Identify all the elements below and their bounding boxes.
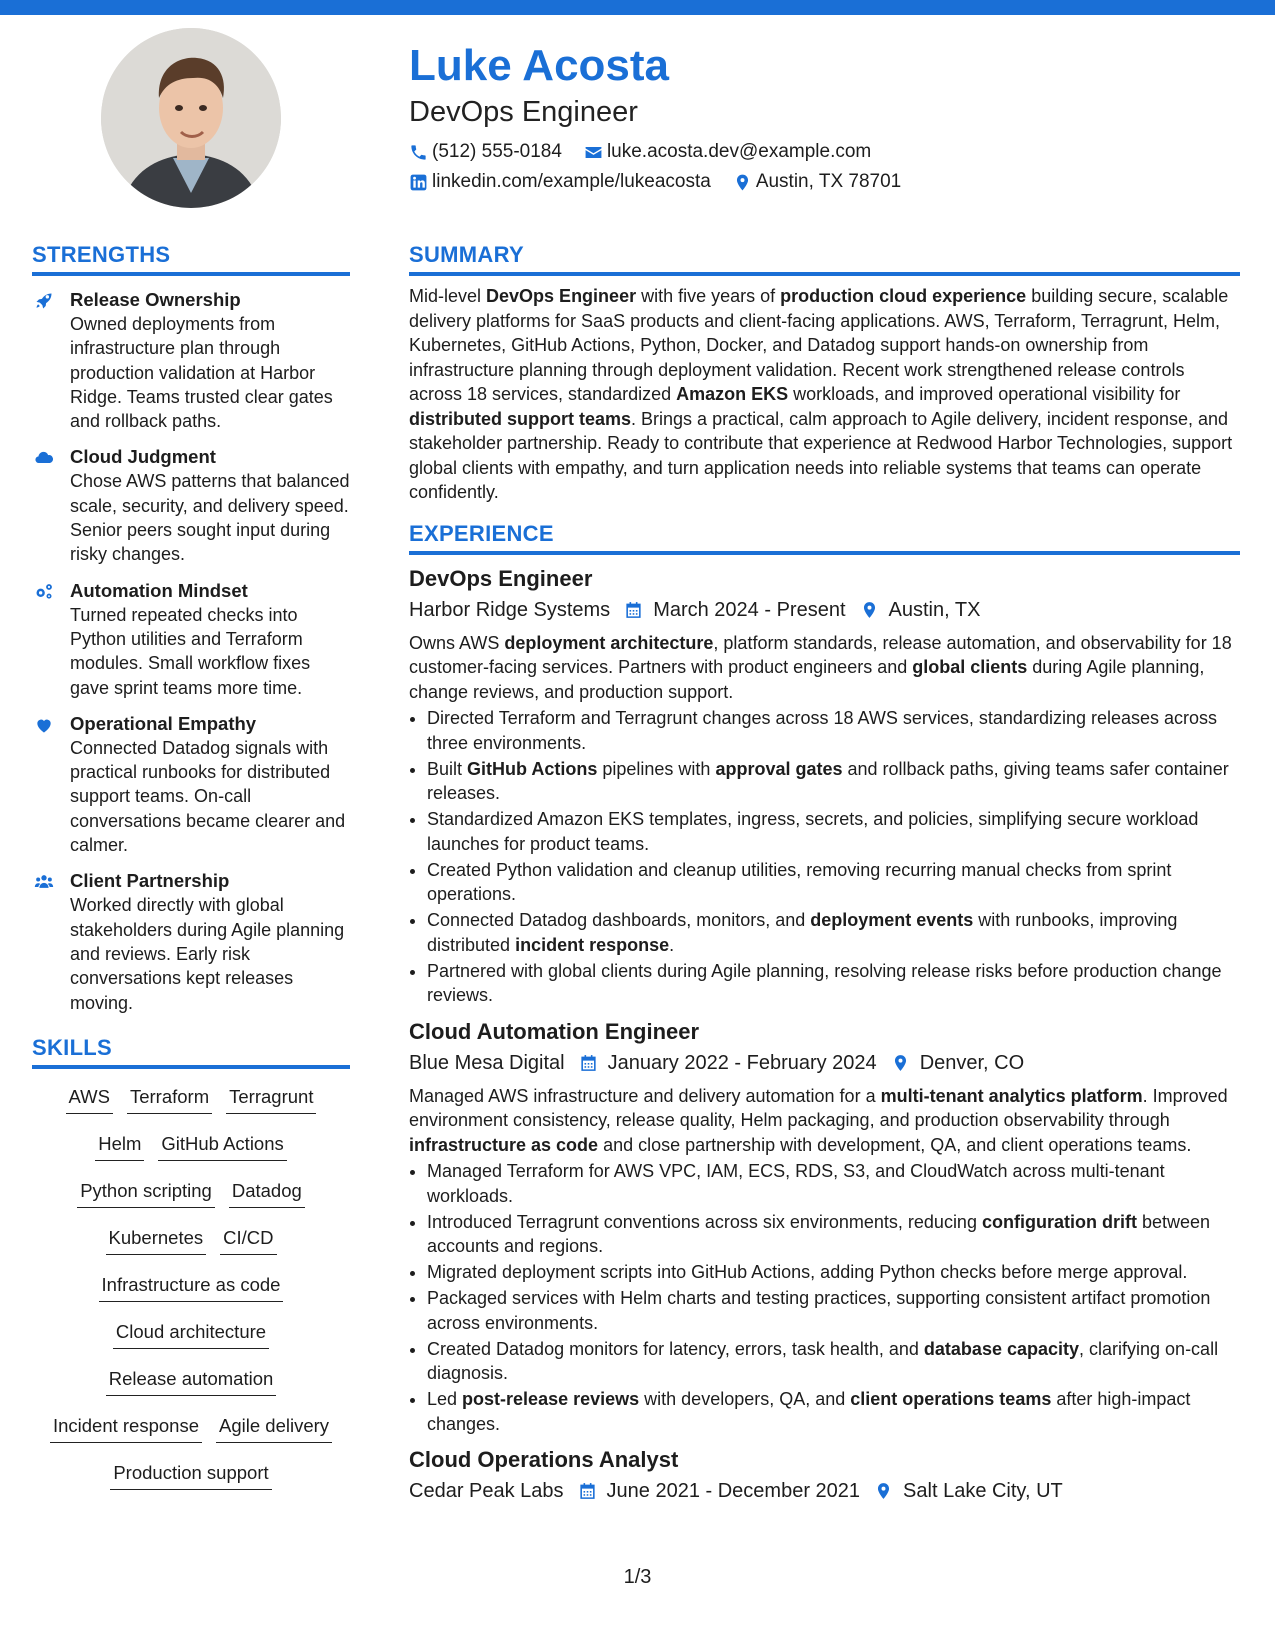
text-run: Managed Terraform for AWS VPC, IAM, ECS, RDS, S3, and CloudWatch across multi-tenant workloads. [427, 1161, 1165, 1206]
strength-item [32, 712, 350, 857]
strength-description: Connected Datadog signals with practical runbooks for distributed support teams. On-call conversations became clearer and calmer. [70, 737, 346, 856]
text-run: Mid-level [409, 286, 487, 306]
strength-title: Automation Mindset [70, 579, 248, 601]
page-number: 1/3 [623, 1566, 652, 1588]
skill-tag: Kubernetes [106, 1226, 207, 1255]
job-dates: March 2024 - Present [653, 598, 846, 621]
map-pin-icon [733, 173, 752, 192]
resume-header [409, 40, 1229, 194]
bold-text: database capacity [923, 1338, 1080, 1359]
job-title: Cloud Automation Engineer [409, 1018, 700, 1044]
strength-description: Chose AWS patterns that balanced scale, security, and delivery speed. Senior peers sought input during risky changes. [70, 471, 350, 565]
job-bullet [427, 706, 1240, 755]
bold-text: client operations teams [850, 1389, 1052, 1409]
job-meta [409, 1478, 1240, 1504]
job-dates: January 2022 - February 2024 [607, 1051, 877, 1074]
profile-photo [101, 28, 281, 208]
text-run: Packaged services with Helm charts and testing practices, supporting consistent artifact promotion across environments. [427, 1288, 1211, 1333]
strength-title: Operational Empathy [70, 712, 257, 734]
job-bullet [427, 757, 1240, 806]
skill-tag: Datadog [229, 1179, 305, 1208]
text-run: . [669, 934, 675, 955]
strength-title: Cloud Judgment [70, 446, 216, 468]
job-bullets [409, 706, 1240, 1008]
job-entry [409, 565, 1240, 1008]
skill-tag: Terraform [127, 1085, 212, 1114]
strength-title: Client Partnership [70, 870, 230, 892]
linkedin-icon [409, 173, 428, 192]
job-bullet [427, 1286, 1240, 1335]
skill-tag: AWS [66, 1085, 113, 1114]
bold-text: DevOps Engineer [486, 286, 637, 306]
profile-photo-illustration [101, 28, 281, 208]
text-run: . Improved environment consistency, release quality, Helm packaging, and production observability through [409, 1085, 1228, 1130]
text-run: Directed Terraform and Terragrunt changes across 18 AWS services, standardizing releases across three environments. [427, 708, 1218, 753]
linkedin-text[interactable]: linkedin.com/example/lukeacosta [432, 171, 711, 192]
users-icon [32, 872, 56, 892]
text-run: Connected Datadog dashboards, monitors, and [427, 910, 811, 930]
heart-icon [32, 715, 56, 735]
text-run: Partnered with global clients during Agile planning, resolving release risks before production change reviews. [427, 960, 1222, 1005]
job-company: Cedar Peak Labs [409, 1480, 564, 1502]
skills-list [32, 1085, 350, 1508]
summary-text [409, 284, 1240, 505]
top-accent-bar [0, 0, 1275, 15]
skill-tag: Infrastructure as code [99, 1273, 284, 1302]
strengths-list [32, 288, 350, 1015]
calendar-icon [578, 1481, 597, 1501]
job-company: Blue Mesa Digital [409, 1051, 565, 1074]
job-bullet [427, 807, 1240, 856]
strength-description: Turned repeated checks into Python utilities and Terraform modules. Small workflow fixes gave sprint teams more time. [70, 604, 311, 698]
text-run: workloads, and improved operational visibility for [788, 384, 1181, 404]
job-company: Harbor Ridge Systems [409, 598, 611, 621]
location-contact [733, 170, 901, 194]
text-run: and rollback paths, giving teams safer container releases. [427, 758, 1229, 803]
job-location: Salt Lake City, UT [903, 1480, 1063, 1502]
skill-tag: Incident response [50, 1414, 202, 1443]
job-location: Austin, TX [888, 598, 981, 621]
job-bullet [427, 908, 1240, 957]
email-text[interactable]: luke.acosta.dev@example.com [606, 141, 872, 162]
bold-text: GitHub Actions [467, 758, 598, 779]
job-dates: June 2021 - December 2021 [606, 1480, 861, 1502]
experience-heading: EXPERIENCE [409, 521, 1240, 555]
bold-text: approval gates [715, 758, 843, 779]
map-pin-icon [891, 1053, 910, 1073]
text-run: between accounts and regions. [427, 1211, 1211, 1256]
strengths-heading: STRENGTHS [32, 242, 350, 276]
job-description [409, 631, 1240, 705]
bold-text: global clients [912, 657, 1028, 677]
experience-list [409, 565, 1240, 1505]
job-bullet [427, 959, 1240, 1008]
candidate-name: Luke Acosta [409, 41, 670, 90]
strength-description: Owned deployments from infrastructure plan through production validation at Harbor Ridge. Teams trusted clear gates and rollback paths. [70, 314, 333, 432]
text-run: Built [427, 758, 468, 779]
candidate-title: DevOps Engineer [409, 96, 638, 128]
text-run: with runbooks, improving distributed [427, 910, 1178, 955]
text-run: Standardized Amazon EKS templates, ingress, secrets, and policies, simplifying secure workload launches for product teams. [427, 809, 1199, 854]
job-bullet [427, 1260, 1240, 1285]
bold-text: incident response [515, 934, 670, 955]
gears-icon [32, 582, 56, 602]
text-run: during Agile planning, change reviews, and production support. [409, 657, 1205, 702]
bold-text: Amazon EKS [676, 384, 789, 404]
contact-row-2 [409, 170, 1229, 194]
text-run: Owns AWS [409, 632, 505, 653]
text-run: with developers, QA, and [639, 1389, 851, 1409]
text-run: after high-impact changes. [427, 1389, 1191, 1434]
envelope-icon [584, 143, 603, 162]
text-run: pipelines with [597, 758, 716, 779]
job-meta [409, 1050, 1240, 1076]
bold-text: configuration drift [981, 1211, 1137, 1232]
skill-tag: Release automation [106, 1367, 277, 1396]
summary-heading: SUMMARY [409, 242, 1240, 276]
text-run: Managed AWS infrastructure and delivery automation for a [409, 1085, 881, 1106]
bold-text: deployment events [810, 910, 974, 930]
skill-tag: Production support [110, 1461, 271, 1490]
job-entry [409, 1446, 1240, 1504]
bold-text: production cloud experience [780, 286, 1027, 306]
job-bullet [427, 1210, 1240, 1259]
skill-tag: Helm [95, 1132, 144, 1161]
skill-tag: Agile delivery [216, 1414, 332, 1443]
skills-heading: SKILLS [32, 1035, 350, 1069]
contact-row-1 [409, 140, 1229, 164]
left-column [32, 242, 350, 1508]
bold-text: deployment architecture [504, 632, 714, 653]
job-title: Cloud Operations Analyst [409, 1447, 679, 1472]
text-run: Migrated deployment scripts into GitHub Actions, adding Python checks before merge approval. [427, 1262, 1188, 1282]
map-pin-icon [860, 600, 879, 620]
phone-text[interactable]: (512) 555-0184 [432, 141, 562, 162]
job-entry [409, 1018, 1240, 1437]
bold-text: multi-tenant analytics platform [880, 1085, 1143, 1106]
text-run: Created Python validation and cleanup utilities, removing recurring manual checks from sprint operations. [427, 859, 1172, 904]
text-run: building secure, scalable delivery platforms for SaaS products and client-facing applications. AWS, Terraform, Terragrunt, Helm, Kubernetes, GitHub Actions, Python, Docker, and Datadog support hands-on ownership from infrastructure planning through deployment validation. Recent work strengthened release controls across 18 services, standardized [409, 286, 1229, 404]
text-run: Led [427, 1389, 463, 1409]
job-bullet [427, 858, 1240, 907]
skill-tag: GitHub Actions [158, 1132, 286, 1161]
job-bullet [427, 1159, 1240, 1208]
location-text: Austin, TX 78701 [755, 171, 902, 192]
strength-description: Worked directly with global stakeholders during Agile planning and reviews. Early risk conversations kept releases moving. [70, 895, 345, 1013]
text-run: , clarifying on-call diagnosis. [427, 1338, 1219, 1383]
bold-text: post-release reviews [462, 1389, 640, 1409]
bold-text: distributed support teams [409, 408, 632, 429]
text-run: and close partnership with development, QA, and client operations teams. [598, 1134, 1192, 1155]
text-run: Created Datadog monitors for latency, errors, task health, and [427, 1338, 924, 1359]
cloud-icon [32, 448, 56, 468]
phone-icon [409, 143, 428, 162]
text-run: Introduced Terragrunt conventions across six environments, reducing [427, 1211, 982, 1232]
job-location: Denver, CO [919, 1051, 1025, 1074]
strength-title: Release Ownership [70, 289, 241, 310]
strength-item [32, 869, 350, 1014]
skill-tag: Cloud architecture [113, 1320, 269, 1349]
linkedin-contact [409, 170, 711, 194]
map-pin-icon [874, 1481, 893, 1501]
strength-item [32, 288, 350, 433]
skill-tag: CI/CD [220, 1226, 276, 1255]
strength-item [32, 579, 350, 700]
job-title: DevOps Engineer [409, 565, 593, 591]
rocket-icon [32, 291, 56, 311]
job-bullets [409, 1159, 1240, 1436]
job-bullet [427, 1387, 1240, 1436]
text-run: with five years of [636, 286, 781, 306]
phone-contact [409, 140, 562, 164]
bold-text: infrastructure as code [409, 1134, 599, 1155]
calendar-icon [624, 600, 643, 620]
text-run: , platform standards, release automation, and observability for 18 customer-facing services. Partners with product engineers and [409, 632, 1232, 677]
strength-item [32, 445, 350, 566]
calendar-icon [579, 1053, 598, 1073]
skill-tag: Terragrunt [226, 1085, 316, 1114]
job-meta [409, 597, 1240, 623]
job-description [409, 1084, 1240, 1158]
skill-tag: Python scripting [77, 1179, 215, 1208]
email-contact [584, 140, 871, 164]
right-column [409, 242, 1240, 1504]
text-run: . Brings a practical, calm approach to Agile delivery, incident response, and stakeholder partnership. Ready to contribute that experience at Redwood Harbor Technologies, support global clients with empathy, and turn application needs into reliable systems that teams can operate confidently. [409, 408, 1233, 502]
job-bullet [427, 1337, 1240, 1386]
